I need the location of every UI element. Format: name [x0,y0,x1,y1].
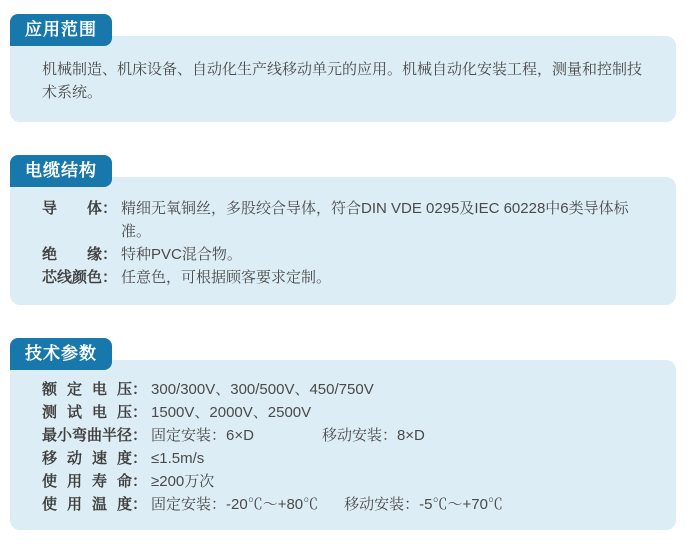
spec-row-core-color [42,266,650,289]
fixed-install-value: 固定安装：6×D [151,427,254,444]
technical-parameters-section-tab: 技术参数 [10,338,112,370]
section-cable-structure [10,155,676,305]
spec-label-min-bend-radius: 最小弯曲半径 [42,427,133,444]
application-section-tab: 应用范围 [10,14,112,46]
spec-colon: ： [102,269,118,286]
spec-row-test-voltage [42,401,656,424]
spec-label-service-life: 使用寿命 [42,473,132,490]
spec-row-rated-voltage [42,378,656,401]
spec-colon: ： [132,450,148,467]
fixed-install-temperature: 固定安装：-20℃～+80℃ [151,496,319,513]
spec-label-travel-speed: 移动速度 [42,450,132,467]
spec-label-insulation: 绝缘 [42,246,102,263]
section-technical-parameters [10,338,676,530]
cable-structure-section-tab: 电缆结构 [10,155,112,187]
spec-value-service-life: ≥200万次 [151,473,215,490]
application-panel [10,36,676,122]
mobile-install-value: 移动安装：8×D [321,427,425,444]
section-application [10,14,676,122]
spec-label-operating-temperature: 使用温度 [42,496,132,513]
spec-value-test-voltage: 1500V、2000V、2500V [151,404,312,421]
spec-value-min-bend-radius [151,424,656,447]
spec-row-conductor [42,197,650,243]
spec-row-operating-temperature [42,493,656,516]
spec-label-core-color: 芯线颜色 [42,269,103,286]
application-paragraph: 机械制造、机床设备、自动化生产线移动单元的应用。机械自动化安装工程，测量和控制技术系统。 [42,61,643,101]
spec-label-conductor: 导体 [42,200,102,217]
spec-label-test-voltage: 测试电压 [42,404,132,421]
spec-row-insulation [42,243,650,266]
mobile-install-temperature: 移动安装：-5℃～+70℃ [344,496,503,513]
spec-value-insulation: 特种PVC混合物。 [121,246,242,263]
spec-colon: ： [132,404,148,421]
spec-row-service-life [42,470,656,493]
spec-colon: ： [132,427,148,444]
spec-colon: ： [132,496,148,513]
spec-value-travel-speed: ≤1.5m/s [151,450,205,467]
spec-value-operating-temperature [151,493,656,516]
spec-colon: ： [132,381,148,398]
spec-row-travel-speed [42,447,656,470]
spec-value-rated-voltage: 300/300V、300/500V、450/750V [151,381,374,398]
spec-value-core-color: 任意色，可根据顾客要求定制。 [121,269,332,286]
spec-colon: ： [102,200,118,217]
cable-structure-panel [10,177,676,305]
spec-row-min-bend-radius [42,424,656,447]
technical-parameters-panel [10,360,676,530]
spec-label-rated-voltage: 额定电压 [42,381,132,398]
spec-value-conductor: 精细无氧铜丝，多股绞合导体，符合DIN VDE 0295及IEC 60228中6类导体标准。 [121,200,629,240]
spec-colon: ： [102,246,118,263]
spec-colon: ： [132,473,148,490]
